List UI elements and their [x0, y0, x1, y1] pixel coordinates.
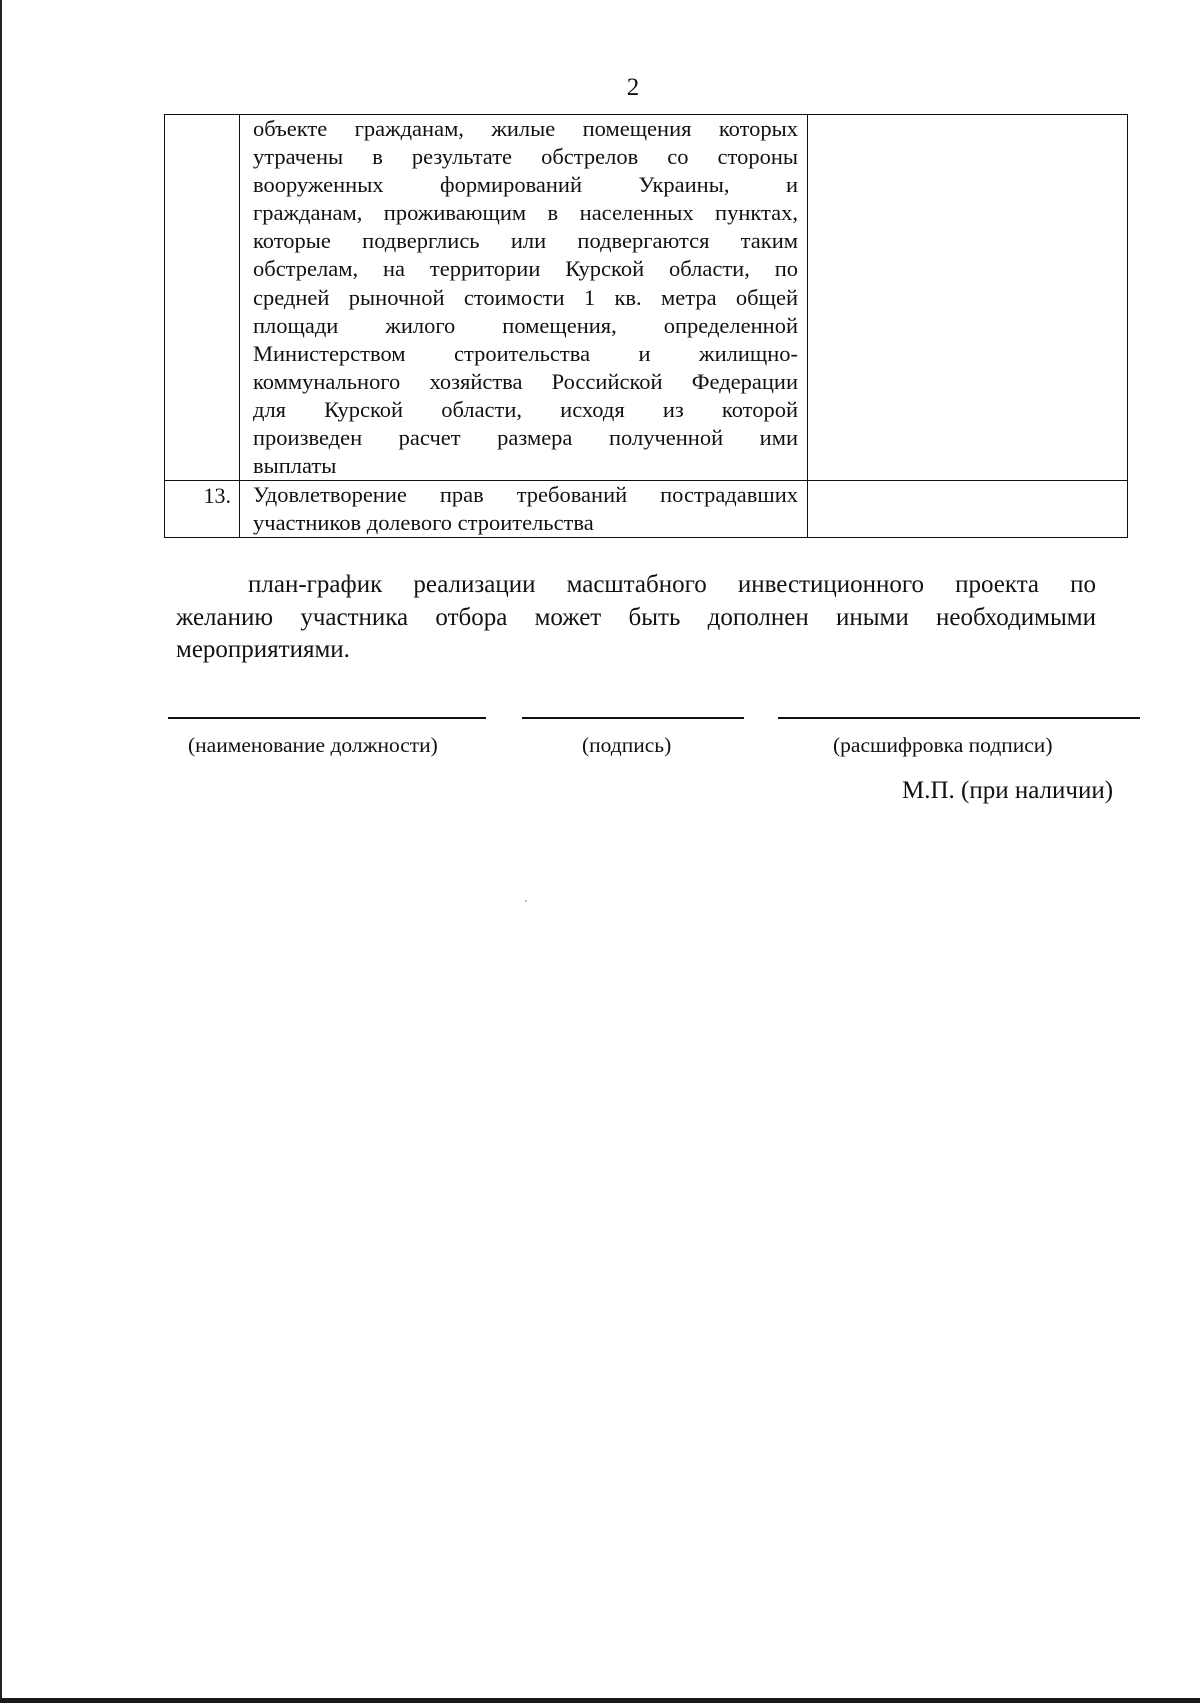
table-row: [165, 115, 1128, 481]
row-number: [165, 115, 240, 481]
plan-table: [164, 114, 1128, 538]
description-line: Удовлетворение прав требований пострадавших: [253, 482, 798, 508]
page-number: 2: [626, 74, 640, 101]
note-line: мероприятиями.: [176, 636, 350, 663]
description-line: гражданам, проживающим в населенных пунктах,: [253, 200, 798, 226]
description-line: площади жилого помещения, определенной: [253, 312, 798, 338]
description-line: выплаты: [253, 453, 337, 479]
position-caption: (наименование должности): [188, 733, 438, 757]
signature-line: [522, 717, 744, 719]
description-line: обстрелам, на территории Курской области, по: [253, 256, 798, 282]
stamp-note: М.П. (при наличии): [902, 777, 1114, 804]
row-value-cell: [808, 481, 1128, 538]
scan-speck: [525, 900, 527, 902]
signature-caption: (подпись): [582, 733, 672, 757]
description-line: произведен расчет размера полученной ими: [253, 425, 798, 451]
row-value-cell: [808, 115, 1128, 481]
description-line: которые подверглись или подвергаются таким: [253, 228, 798, 254]
description-line: средней рыночной стоимости 1 кв. метра общей: [253, 284, 798, 310]
description-line: Министерством строительства и жилищно-: [253, 340, 798, 366]
note-line: план-график реализации масштабного инвестиционного проекта по: [248, 571, 1096, 598]
position-signature-line: [168, 717, 486, 719]
description-line: объекте гражданам, жилые помещения которых: [253, 116, 798, 141]
description-line: коммунального хозяйства Российской Федерации: [253, 368, 798, 394]
row-description: [240, 115, 808, 481]
description-line: участников долевого строительства: [253, 510, 594, 536]
scan-bottom-edge: [0, 1698, 1200, 1703]
row-description: [240, 481, 808, 538]
scan-left-edge: [0, 0, 2, 1703]
description-line: для Курской области, исходя из которой: [253, 396, 798, 422]
description-line: вооруженных формирований Украины, и: [253, 172, 798, 198]
decoding-caption: (расшифровка подписи): [833, 733, 1053, 757]
note-line: желанию участника отбора может быть дополнен иными необходимыми: [176, 603, 1096, 631]
plan-note: [176, 569, 1096, 667]
row-number: 13.: [165, 481, 240, 538]
description-line: утрачены в результате обстрелов со стороны: [253, 144, 798, 170]
table-row: [165, 481, 1128, 538]
decoding-signature-line: [778, 717, 1140, 719]
